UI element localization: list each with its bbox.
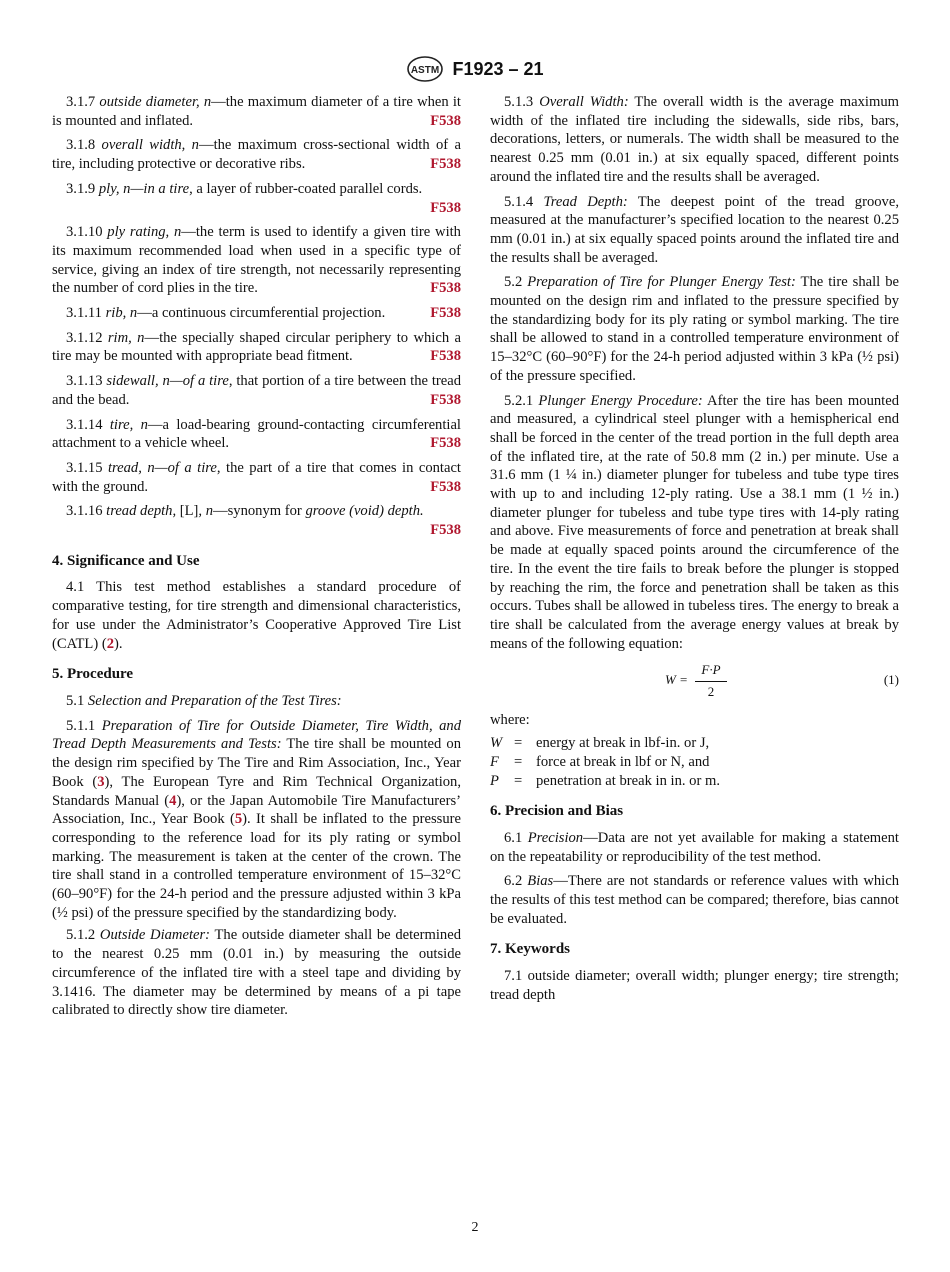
reference-link[interactable]: F538: [430, 348, 461, 365]
definitions-list: [52, 93, 461, 496]
definition-item: 3.1.15 tread, n—of a tire, the part of a tire that comes in contact with the ground. F538: [52, 459, 461, 495]
paragraph-5-2: 5.2 Preparation of Tire for Plunger Energy Test: The tire shall be mounted on the design rim and inflated to the pressure specified by the standardizing body for its ply rating or symbol marking. The tire shall be allowed to stand in a controlled temperature environment of 15–32°C (60–90°F) for the 24-h period adjusted within 3 kPa (½ psi) of the pressure specified.: [490, 274, 899, 384]
reference-link[interactable]: 2: [106, 635, 115, 652]
reference-link[interactable]: F538: [430, 478, 461, 495]
equation-1: W = $\frac{F\cdot P}{2}$ (1): [490, 661, 899, 697]
paragraph-7-1: 7.1 outside diameter; overall width; plunger energy; tire strength; tread depth: [490, 968, 899, 1003]
definition-item: 3.1.10 ply rating, n—the term is used to identify a given tire with its maximum recommended load when used in a specific type of service, giving an index of tire strength, not necessarily representing the number of cord plies in the tire. F538: [52, 224, 461, 297]
section-7-heading: 7. Keywords: [490, 941, 570, 958]
paragraph-5-1-4: 5.1.4 Tread Depth: The deepest point of the tread groove, measured at the manufacturer’s specified location to the nearest 0.25 mm (0.01 in.) at six equally spaced points around the inflated tire and the results shall be averaged.: [490, 193, 899, 266]
paragraph-5-1-3: 5.1.3 Overall Width: The overall width is the average maximum width of the inflated tire including the sidewalls, side ribs, bars, decorations, letters, or numerals. The width shall be measured to the nearest 0.25 mm (0.01 in.) at six equally spaced, different points around the inflated tire and the results shall be averaged.: [490, 94, 899, 185]
variable-row: F = force at break in lbf or N, and: [490, 753, 710, 770]
page-number: 2: [471, 1220, 479, 1235]
svg-text:ASTM: ASTM: [411, 65, 440, 76]
section-5-heading: 5. Procedure: [52, 666, 134, 683]
variable-definitions: [490, 734, 899, 790]
reference-link[interactable]: F538: [430, 280, 461, 297]
paragraph-5-2-1: 5.2.1 Plunger Energy Procedure: After the tire has been mounted and measured, a cylindrical steel plunger with a hemispherical end shall be forced in the center of the tread portion in the full depth area of the inflated tire, at the rate of 50.8 mm (2 in.) per minute. Use a 31.6 mm (1 ¼ in.) diameter plunger for tubeless and tube type tires with up to and including 12-ply rating. Use a 38.1 mm (1 ½ in.) diameter plunger for tubeless and tube type tires with 14-ply rating and above. Five measurements of force and penetration at break shall be made at equally spaced points around the circumference of the tire. In the event the tire fails to break before the plunger is stopped by reaching the rim, the force and penetration shall be taken as this occurs. Tubes shall be allowed in tubeless tires. The energy to break a tire shall be calculated from the average energy values at break by means of the following equation:: [490, 392, 899, 652]
reference-link[interactable]: F538: [430, 199, 461, 216]
reference-link[interactable]: F538: [430, 112, 461, 129]
reference-link[interactable]: 4: [169, 792, 177, 809]
reference-link[interactable]: F538: [430, 522, 461, 539]
section-4-heading: 4. Significance and Use: [52, 552, 200, 569]
reference-link[interactable]: F538: [430, 156, 461, 173]
document-id: F1923 – 21: [452, 58, 544, 79]
paragraph-6-2: 6.2 Bias—There are not standards or reference values with which the results of this test method can be compared; therefore, bias cannot be evaluated.: [490, 873, 899, 927]
reference-link[interactable]: F538: [430, 435, 461, 452]
definition-item: 3.1.7 outside diameter, n—the maximum diameter of a tire when it is mounted and inflated. F538: [52, 94, 461, 129]
equation-fraction: $\frac{F\cdot P}{2}$: [695, 661, 727, 701]
paragraph-5-1-2: 5.1.2 Outside Diameter: The outside diameter shall be determined to the nearest 0.25 mm (0.01 in.) by measuring the outside circumference of the inflated tire with a steel tape and dividing by 3.1416. The diameter may be determined by means of a pi tape calibrated to directly show tire diameter.: [52, 927, 461, 1019]
reference-link[interactable]: 3: [97, 773, 105, 790]
definition-item: 3.1.9 ply, n—in a tire, a layer of rubber-coated parallel cords. F538: [66, 180, 461, 216]
page-header: [0, 56, 950, 82]
definition-item: 3.1.14 tire, n—a load-bearing ground-contacting circumferential attachment to a vehicle wheel. F538: [52, 416, 461, 452]
paragraph-4-1: 4.1 This test method establishes a standard procedure of comparative testing, for tire strength and dimensional characteristics, for use under the Administrator’s Cooperative Approved Tire List (CATL) (2).: [52, 579, 461, 652]
reference-link[interactable]: F538: [430, 305, 461, 322]
left-column: [52, 93, 461, 1026]
reference-link[interactable]: F538: [430, 391, 461, 408]
equation-number: (1): [883, 672, 899, 688]
definition-3-1-16: 3.1.16 tread depth, [L], n—synonym for groove (void) depth. F538: [66, 503, 461, 539]
section-6-heading: 6. Precision and Bias: [490, 803, 624, 820]
paragraph-5-1-1: 5.1.1 Preparation of Tire for Outside Diameter, Tire Width, and Tread Depth Measurements and Tests: The tire shall be mounted on the design rim specified by The Tire and Rim Association, Inc., Year Book (3), The European Tyre and Rim Technical Organization, Standards Manual (4), or the Japan Automobile Tire Manufacturers’ Association, Inc., Year Book (5). It shall be inflated to the pressure corresponding to the reference load for its ply rating or symbol marking. The measurement is taken at the center of the crown. The tire shall stand in a controlled temperature environment of 15–32°C (60–90°F) for the 24-h period and the pressure adjusted within 3 kPa (½ psi) of the pressure specified by the standardizing body.: [52, 717, 462, 921]
astm-logo: [406, 56, 444, 82]
variable-row: P = penetration at break in in. or m.: [490, 772, 720, 789]
paragraph-5-1: 5.1 Selection and Preparation of the Test Tires:: [66, 692, 342, 709]
right-column: [490, 93, 899, 1011]
reference-link[interactable]: 5: [234, 811, 243, 828]
where-label: where:: [490, 712, 530, 729]
definition-item: 3.1.13 sidewall, n—of a tire, that portion of a tire between the tread and the bead. F538: [52, 373, 462, 408]
definition-item: 3.1.12 rim, n—the specially shaped circular periphery to which a tire may be mounted with appropriate bead fitment. F538: [52, 329, 461, 365]
definition-item: 3.1.8 overall width, n—the maximum cross-sectional width of a tire, including protective or decorative ribs. F538: [52, 137, 461, 173]
definition-item: 3.1.11 rib, n—a continuous circumferential projection. F538: [66, 305, 461, 322]
paragraph-6-1: 6.1 Precision—Data are not yet available for making a statement on the repeatability or reproducibility of the test method.: [490, 829, 899, 865]
variable-row: W = energy at break in lbf-in. or J,: [490, 735, 710, 752]
